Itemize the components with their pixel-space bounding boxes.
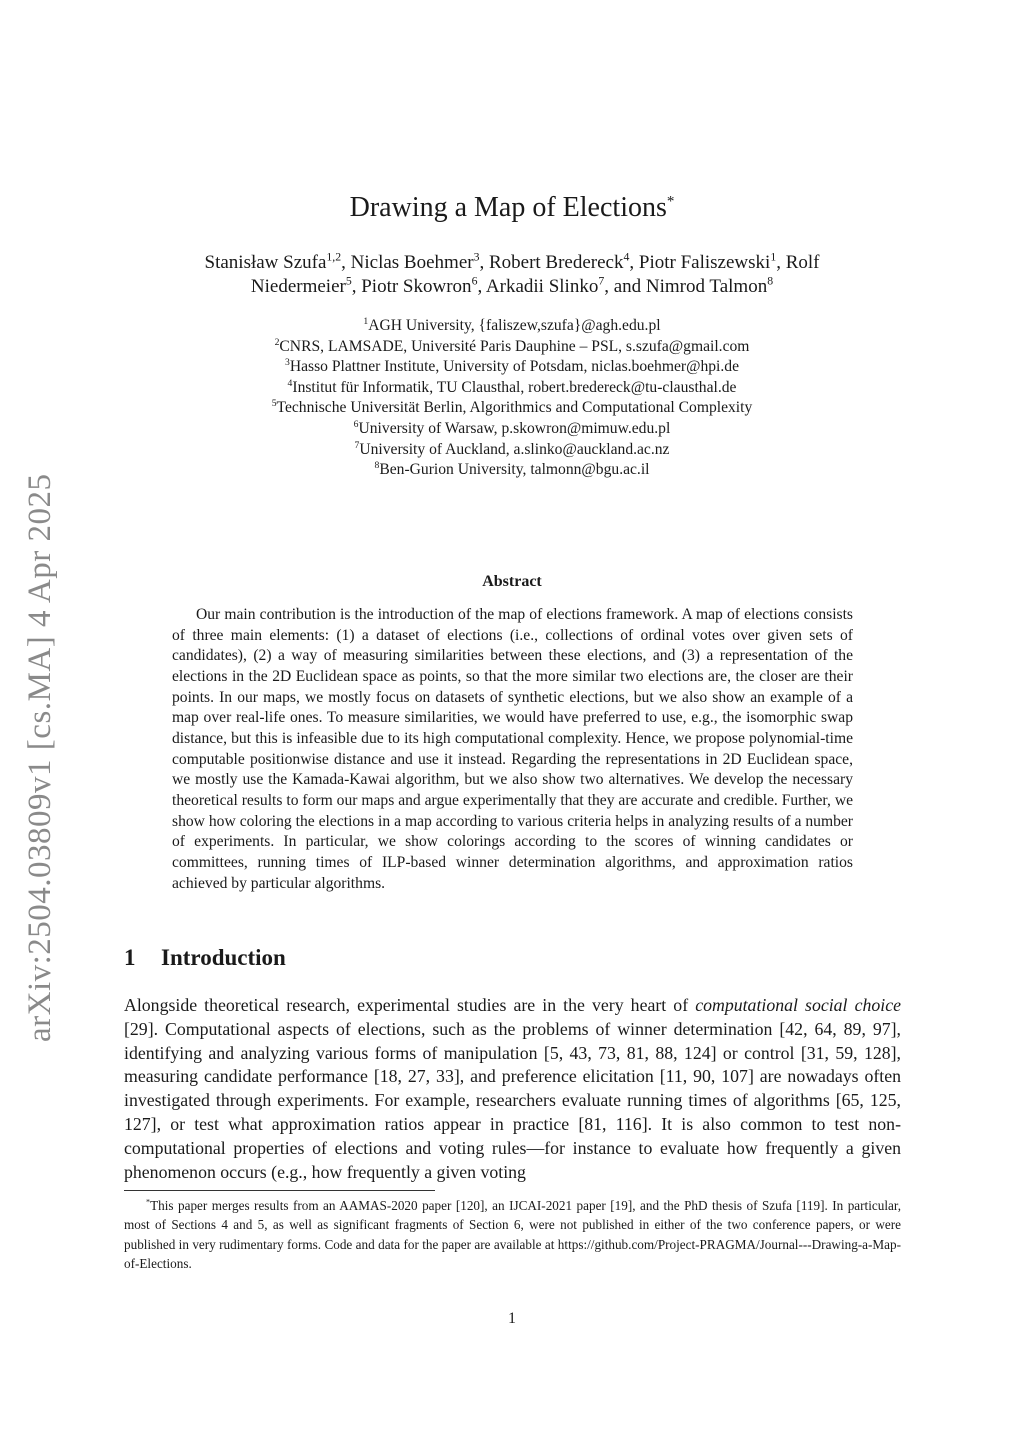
author-line-1 [150, 251, 874, 275]
affiliation-number: 1 [363, 315, 369, 327]
author-separator: , [629, 252, 639, 273]
author-separator: , [351, 276, 362, 297]
section-title: Introduction [161, 945, 286, 970]
author-affiliation-mark: 6 [471, 274, 478, 288]
footnote-text: This paper merges results from an AAMAS-2020 paper [120], an IJCAI-2021 paper [19], and the PhD thesis of Szufa [119]. In particular, most of Sections 4 and 5, as well as significant fragments of Section 6, were not published in either of the two conference papers, or were published in very rudimentary forms. Code and data for the paper are available at https://github.com/Project-PRAGMA/Journal---Drawing-a-Map-of-Elections. [124, 1198, 901, 1272]
author-separator: , [477, 276, 486, 297]
abstract-heading: Abstract [482, 573, 542, 590]
intro-text-body: [29]. Computational aspects of elections, such as the problems of winner determination [42, 64, 89, 97], identifying and analyzing various forms of manipulation [5, 43, 73, 81, 88, 124] or control [31, 59, 128], measuring candidate performance [18, 27, 33], and preference elicitation [11, 90, 107] are nowadays often investigated through experiments. For example, researchers evaluate running times of algorithms [65, 125, 127], or test what approximation ratios appear in practice [81, 116]. It is also common to test non-computational properties of elections and voting rules—for instance to evaluate how frequently a given phenomenon occurs (e.g., how frequently a given voting [124, 1018, 901, 1182]
affiliation-item [150, 357, 874, 378]
affiliation-text: CNRS, LAMSADE, Université Paris Dauphine – PSL, s.szufa@gmail.com [279, 337, 750, 355]
author-name: Niclas Boehmer [350, 252, 474, 273]
affiliation-item [150, 316, 874, 337]
affiliation-text: University of Auckland, a.slinko@auckland.ac.nz [359, 440, 670, 458]
author-name-second-part: Niedermeier [250, 276, 346, 297]
affiliation-text: Hasso Plattner Institute, University of Potsdam, niclas.boehmer@hpi.de [289, 358, 739, 376]
author-list [150, 251, 874, 299]
affiliation-item [150, 378, 874, 399]
introduction-paragraph [124, 994, 901, 1184]
affiliation-number: 6 [353, 418, 359, 430]
affiliation-list [150, 316, 874, 481]
affiliation-item [150, 337, 874, 358]
author-affiliation-mark: 7 [598, 274, 605, 288]
affiliation-number: 5 [271, 398, 277, 410]
affiliation-number: 7 [354, 439, 360, 451]
footnote [124, 1196, 901, 1274]
author-separator: , [776, 252, 786, 273]
paper-title-text: Drawing a Map of Elections [349, 192, 667, 223]
abstract-text: Our main contribution is the introduction of the map of elections framework. A map of elections consists of three main elements: (1) a dataset of elections (i.e., collections of ordinal votes over given sets of candidates), (2) a way of measuring similarities between these elections, and (3) a representation of the elections in the 2D Euclidean space as points, so that the more similar two elections are, the closer are their points. In our maps, we mostly focus on datasets of synthetic elections, but we also show an example of a map over real-life ones. To measure similarities, we would have preferred to use, e.g., the isomorphic swap distance, but this is infeasible due to its high computational complexity. Hence, we propose polynomial-time computable positionwise distance and use it instead. Regarding the representations in 2D Euclidean space, we mostly use the Kamada-Kawai algorithm, but we also show two alternatives. We develop the necessary theoretical results to form our maps and argue experimentally that they are accurate and credible. Further, we show how coloring the elections in a map according to various criteria helps in analyzing results of a number of experiments. In particular, we show colorings according to the scores of winning candidates or committees, running times of ILP-based winner determination algorithms, and approximation ratios achieved by particular algorithms. [172, 606, 853, 892]
page-number: 1 [508, 1310, 516, 1327]
affiliation-item [150, 460, 874, 481]
author-name: Nimrod Talmon [645, 276, 768, 297]
title-footnote-mark: * [666, 193, 675, 210]
affiliation-number: 2 [274, 336, 280, 348]
author-separator: , and [604, 276, 646, 297]
affiliation-text: Ben-Gurion University, talmonn@bgu.ac.il [379, 461, 650, 479]
author-name: Robert Bredereck [488, 252, 624, 273]
affiliation-number: 8 [374, 459, 380, 471]
author-name: Piotr Faliszewski [638, 252, 771, 273]
affiliation-number: 3 [284, 357, 290, 368]
author-affiliation-mark: 3 [473, 250, 480, 264]
paper-title [0, 192, 1024, 224]
intro-text-lead: Alongside theoretical research, experimental studies are in the very heart of [124, 995, 696, 1015]
author-name: Stanisław Szufa [204, 252, 327, 273]
author-affiliation-mark: 8 [767, 274, 774, 288]
affiliation-text: University of Warsaw, p.skowron@mimuw.edu.pl [358, 419, 671, 437]
author-separator: , [479, 252, 489, 273]
affiliation-number: 4 [287, 377, 293, 389]
author-name-first-part: Rolf [785, 252, 820, 273]
intro-emphasis: computational social choice [695, 995, 901, 1015]
affiliation-text: Technische Universität Berlin, Algorithmics and Computational Complexity [276, 399, 753, 417]
footnote-mark: * [146, 1197, 151, 1207]
section-number: 1 [124, 945, 136, 970]
affiliation-item [150, 440, 874, 461]
affiliation-text: Institut für Informatik, TU Clausthal, robert.bredereck@tu-clausthal.de [292, 378, 737, 396]
author-affiliation-mark: 1 [770, 250, 777, 264]
affiliation-item [150, 398, 874, 419]
author-affiliation-mark: 1,2 [326, 250, 342, 264]
author-separator: , [341, 252, 351, 273]
author-affiliation-mark: 4 [623, 250, 630, 264]
affiliation-text: AGH University, {faliszew,szufa}@agh.edu.pl [368, 317, 661, 334]
footnote-divider [124, 1190, 435, 1191]
arxiv-identifier: arXiv:2504.03809v1 [cs.MA] 4 Apr 2025 [22, 473, 58, 1042]
author-affiliation-mark: 5 [345, 274, 352, 288]
author-name: Arkadii Slinko [485, 276, 599, 297]
section-heading [124, 945, 286, 971]
affiliation-item [150, 419, 874, 440]
author-name: Piotr Skowron [361, 276, 472, 297]
author-line-2 [150, 275, 874, 299]
